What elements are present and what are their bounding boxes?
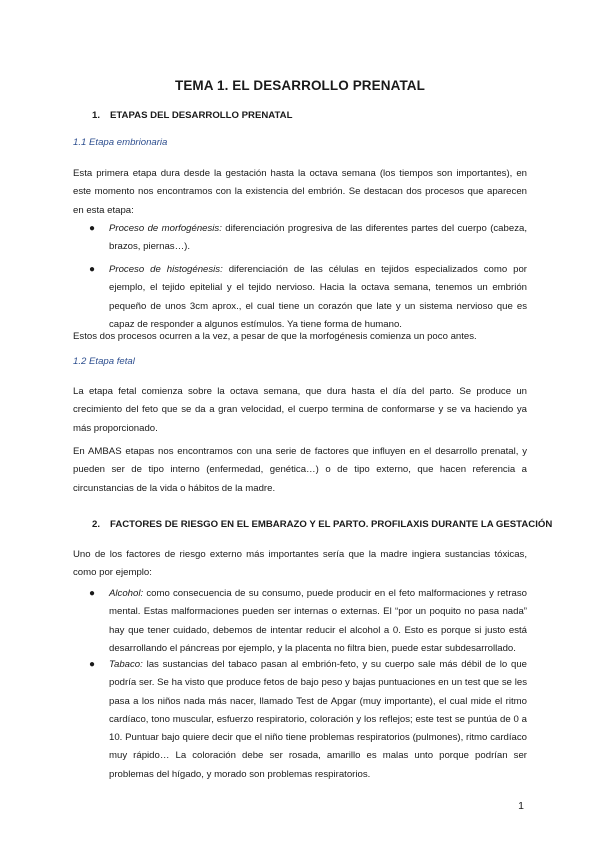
list-item-text (109, 261, 527, 334)
subheading-fetal: 1.2 Etapa fetal (73, 356, 135, 367)
list-item (89, 585, 527, 658)
bullet-icon: ● (89, 588, 96, 599)
section-label: ETAPAS DEL DESARROLLO PRENATAL (110, 110, 293, 121)
list-item-body: las sustancias del tabaco pasan al embrión-feto, y su cuerpo sale más débil de lo que podría ser. Se ha visto que produce fetos de bajo peso y bajas puntuaciones en un test que se les pasa a los niños nada más nacer, llamado Test de Apgar (muy importante), el cual mide el ritmo cardíaco, tono muscular, esfuerzo respiratorio, coloración y los reflejos; este test se puntúa de 0 a 10. Puntuar bajo quiere decir que el niño tiene problemas respiratorios (pulmones), ritmo cardíaco muy rápido… La coloración debe ser rosada, amarillo es malas unto porque podrían ser problemas del hígado, y morado son problemas respiratorios. (109, 659, 527, 780)
paragraph: Esta primera etapa dura desde la gestación hasta la octava semana (los tiempos son importantes), en este momento nos encontramos con la existencia del embrión. Se destacan dos procesos que aparecen en esta etapa: (73, 168, 527, 216)
paragraph: Estos dos procesos ocurren a la vez, a pesar de que la morfogénesis comienza un poco antes. (73, 331, 477, 342)
subheading-embrionaria: 1.1 Etapa embrionaria (73, 137, 168, 148)
section-heading-2 (92, 519, 552, 530)
page-number: 1 (518, 800, 524, 812)
list-item-text (109, 220, 527, 257)
section-heading-1 (92, 110, 292, 121)
page-title: TEMA 1. EL DESARROLLO PRENATAL (174, 78, 425, 93)
section-label: FACTORES DE RIESGO EN EL EMBARAZO Y EL PARTO. PROFILAXIS DURANTE LA GESTACIÓN (110, 519, 553, 530)
paragraph: Uno de los factores de riesgo externo más importantes sería que la madre ingiera sustancias tóxicas, como por ejemplo: (73, 549, 527, 579)
list-item-term: Proceso de histogénesis: (109, 264, 223, 275)
list-item-body: como consecuencia de su consumo, puede producir en el feto malformaciones y retraso mental. Estas malformaciones pueden ser internas o externas. El “por un poquito no pasa nada” hay que tener cuidado, debemos de intentar reducir el alcohol a 0. Esto es porque si justo está desarrollando el páncreas por ejemplo, y la placenta no filtra bien, puede estar subdesarrollado. (109, 588, 527, 654)
list-item-body: diferenciación progresiva de las diferentes partes del cuerpo (cabeza, brazos, piernas…). (109, 223, 527, 253)
list-item (89, 656, 527, 784)
bullet-icon: ● (89, 659, 96, 670)
paragraph: En AMBAS etapas nos encontramos con una serie de factores que influyen en el desarrollo prenatal, y pueden ser de tipo interno (enfermedad, genética…) o de tipo externo, que hacen referencia a circunstancias de la vida o hábitos de la madre. (73, 446, 527, 494)
section-number: 1. (92, 110, 101, 121)
list-item-body: diferenciación de las células en tejidos especializados como por ejemplo, el tejido epitelial y el tejido nervioso. Hacia la octava semana, tenemos un embrión pequeño de unos 3cm aprox., el cual tiene un corazón que late y un sistema nervioso que es capaz de responder a algunos estímulos. Ya tiene forma de humano. (109, 264, 527, 330)
list-item (89, 220, 527, 257)
list-item-term: Proceso de morfogénesis: (109, 223, 222, 234)
paragraph: La etapa fetal comienza sobre la octava semana, que dura hasta el día del parto. Se produce un crecimiento del feto que se da a gran velocidad, el cuerpo termina de conformarse y se va haciendo ya más proporcionado. (73, 386, 527, 434)
list-item-text (109, 656, 527, 784)
bullet-icon: ● (89, 223, 96, 234)
section-number: 2. (92, 519, 101, 530)
bullet-icon: ● (89, 264, 96, 275)
list-item-term: Alcohol: (109, 588, 144, 599)
list-item (89, 261, 527, 334)
list-item-text (109, 585, 527, 658)
list-item-term: Tabaco: (109, 659, 143, 670)
